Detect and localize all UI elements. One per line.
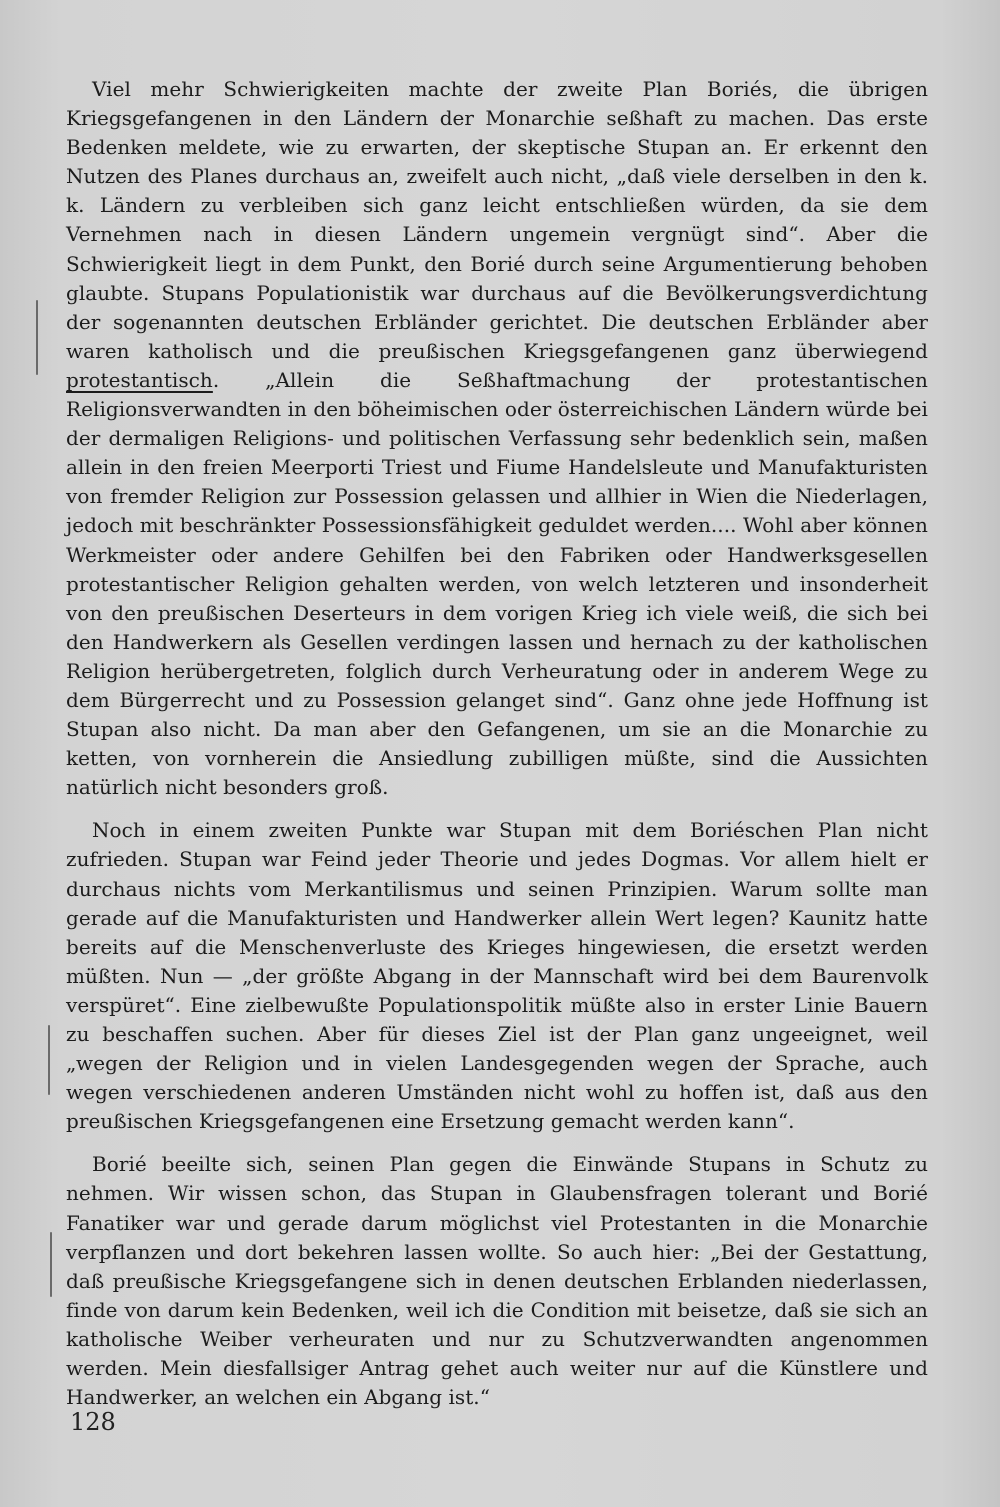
paragraph-2: Noch in einem zweiten Punkte war Stupan mit dem Boriéschen Plan nicht zufrieden. Stupan war Feind jeder Theorie und jedes Dogmas. Vor allem hielt er durchaus nichts vom Merkantilismus und seinen Prinzipien. Warum sollte man gerade auf die Manufakturisten und Handwerker allein Wert legen? Kaunitz hatte bereits auf die Menschenverluste des Krieges hingewiesen, die ersetzt werden müßten. Nun — „der größte Abgang in der Mannschaft wird bei dem Baurenvolk verspüret“. Eine zielbewußte Populationspolitik müßte also in erster Linie Bauern zu beschaffen suchen. Aber für dieses Ziel ist der Plan ganz ungeeignet, weil „wegen der Religion und in vielen Landesgegenden wegen der Sprache, auch wegen verschiedenen anderen Umständen nicht wohl zu hoffen ist, daß aus den preußischen Kriegsgefangenen eine Ersetzung gemacht werden kann“. <box>66 818 928 1134</box>
page-number: 128 <box>70 1408 116 1436</box>
paragraph-1-text-after: . „Allein die Seßhaftmachung der protestantischen Religionsverwandten in den böheimischen oder österreichischen Ländern würde bei der dermaligen Religions- und politischen Verfassung sehr bedenklich sein, maßen allein in den freien Meerporti Triest und Fiume Handelsleute und Manufakturisten von fremder Religion zur Possession gelassen und allhier in Wien die Niederlagen, jedoch mit beschränkter Possessionsfähigkeit geduldet werden.... Wohl aber können Werkmeister oder andere Gehilfen bei den Fabriken oder Handwerksgesellen protestantischer Religion gehalten werden, von welch letzteren und insonderheit von den preußischen Deserteurs in dem vorigen Krieg ich viele weiß, die sich bei den Handwerkern als Gesellen verdingen lassen und hernach zu der katholischen Religion herübergetreten, folglich durch Verheuratung oder in anderem Wege zu dem Bürgerrecht und zu Possession gelanget sind“. Ganz ohne jede Hoffnung ist Stupan also nicht. Da man aber den Gefangenen, um sie an die Monarchie zu ketten, von vornherein die Ansiedlung zubilligen müßte, sind die Aussichten natürlich nicht besonders groß. <box>66 367 928 800</box>
paragraph-1 <box>66 75 928 802</box>
underlined-word: protestantisch <box>66 367 213 392</box>
margin-pencil-mark-1 <box>36 300 38 375</box>
paragraph-1-text-before: Viel mehr Schwierigkeiten machte der zweite Plan Boriés, die übrigen Kriegsgefangenen in den Ländern der Monarchie seßhaft zu machen. Das erste Bedenken meldete, wie zu erwarten, der skeptische Stupan an. Er erkennt den Nutzen des Planes durchaus an, zweifelt auch nicht, „daß viele derselben in den k. k. Ländern zu verbleiben sich ganz leicht entschließen würden, da sie dem Vernehmen nach in diesen Ländern ungemein vergnügt sind“. Aber die Schwierigkeit liegt in dem Punkt, den Borié durch seine Argumentierung behoben glaubte. Stupans Populationistik war durchaus auf die Bevölkerungsverdichtung der sogenannten deutschen Erbländer gerichtet. Die deutschen Erbländer aber waren katholisch und die preußischen Kriegsgefangenen ganz überwiegend <box>66 77 928 363</box>
paragraph-3: Borié beeilte sich, seinen Plan gegen die Einwände Stupans in Schutz zu nehmen. Wir wissen schon, das Stupan in Glaubensfragen tolerant und Borié Fanatiker war und gerade darum möglichst viel Protestanten in die Monarchie verpflanzen und dort bekehren lassen wollte. So auch hier: „Bei der Gestattung, daß preußische Kriegsgefangene sich in denen deutschen Erblanden niederlassen, finde von darum kein Bedenken, weil ich die Condition mit beisetze, daß sie sich an katholische Weiber verheuraten und nur zu Schutzverwandten angenommen werden. Mein diesfallsiger Antrag gehet auch weiter nur auf die Künstlere und Handwerker, an welchen ein Abgang ist.“ <box>66 1152 928 1410</box>
body-text <box>66 75 928 1412</box>
margin-pencil-mark-3 <box>50 1232 52 1297</box>
margin-pencil-mark-2 <box>48 1025 50 1095</box>
